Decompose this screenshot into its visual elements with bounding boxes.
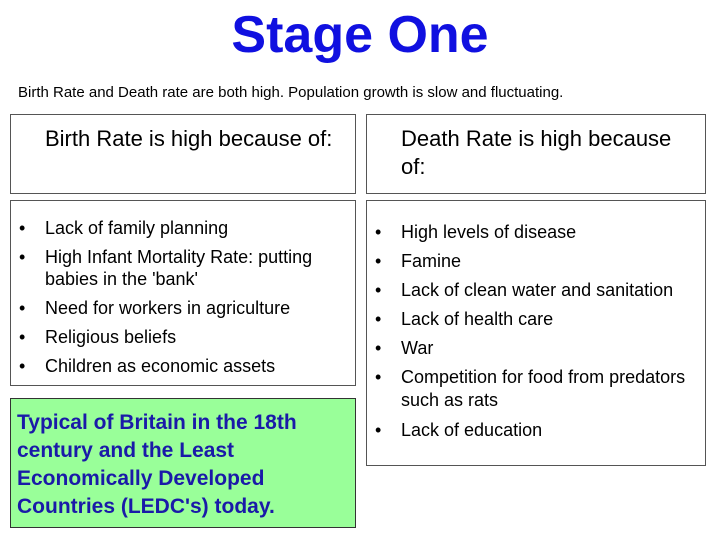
list-item: • Lack of family planning [19, 218, 229, 238]
bullet-icon: • [375, 222, 382, 242]
list-item: • War [375, 338, 434, 358]
list-item: • Lack of education [375, 420, 543, 440]
list-item: • High levels of disease [375, 222, 577, 242]
bullet-icon: • [375, 251, 382, 271]
typical-examples-text: Typical of Britain in the 18th century and the Least Economically Developed Countries (LEDC's) today. [17, 411, 297, 518]
list-item: • Famine [375, 251, 462, 271]
birth-rate-heading: Birth Rate is high because of: [45, 126, 333, 151]
bullet-icon: • [375, 309, 382, 329]
bullet-icon: • [19, 298, 26, 318]
bullet-icon: • [375, 367, 382, 387]
bullet-icon: • [375, 280, 382, 300]
birth-rate-heading-box [10, 114, 356, 194]
birth-rate-reasons-box [10, 200, 356, 386]
death-rate-reasons-list [367, 221, 705, 448]
birth-rate-reasons-list [11, 217, 355, 384]
list-item: • Children as economic assets [19, 356, 276, 376]
list-item: • Need for workers in agriculture [19, 298, 291, 318]
death-rate-heading-box [366, 114, 706, 194]
bullet-icon: • [19, 356, 26, 376]
list-item: • Lack of clean water and sanitation [375, 280, 674, 300]
page-title: Stage One [231, 6, 489, 64]
page-subtitle: Birth Rate and Death rate are both high. Population growth is slow and fluctuating. [18, 84, 564, 101]
bullet-icon: • [19, 247, 26, 267]
list-item: • Lack of health care [375, 309, 554, 329]
bullet-icon: • [375, 338, 382, 358]
death-rate-reasons-box [366, 200, 706, 466]
list-item: • Religious beliefs [19, 327, 177, 347]
list-item: • High Infant Mortality Rate: putting babies in the 'bank' [19, 247, 313, 289]
death-rate-heading: Death Rate is high because of: [401, 126, 672, 179]
bullet-icon: • [375, 420, 382, 440]
list-item: • Competition for food from predators such as rats [375, 367, 686, 410]
typical-examples-box [10, 398, 356, 528]
bullet-icon: • [19, 218, 26, 238]
bullet-icon: • [19, 327, 26, 347]
